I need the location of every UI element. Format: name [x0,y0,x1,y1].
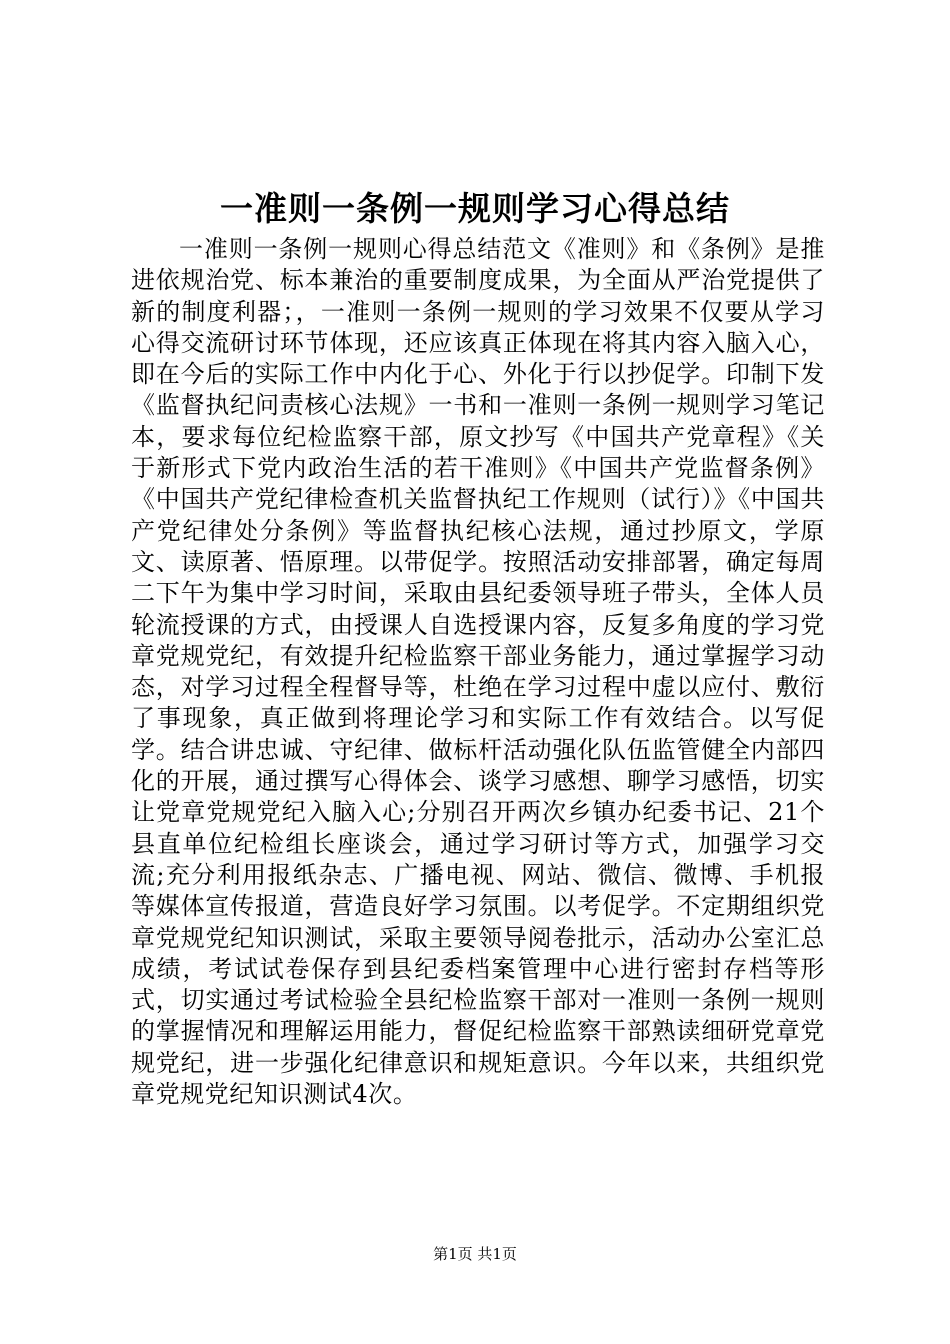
document-body-paragraph: 一准则一条例一规则心得总结范文《准则》和《条例》是推进依规治党、标本兼治的重要制度成果，为全面从严治党提供了新的制度利器；，一准则一条例一规则的学习效果不仅要从学习心得交流研讨环节体现，还应该真正体现在将其内容入脑入心，即在今后的实际工作中内化于心、外化于行以抄促学。印制下发《监督执纪问责核心法规》一书和一准则一条例一规则学习笔记本，要求每位纪检监察干部，原文抄写《中国共产党章程》《关于新形式下党内政治生活的若干准则》《中国共产党监督条例》《中国共产党纪律检查机关监督执纪工作规则（试行）》《中国共产党纪律处分条例》等监督执纪核心法规，通过抄原文，学原文、读原著、悟原理。以带促学。按照活动安排部署，确定每周二下午为集中学习时间，采取由县纪委领导班子带头，全体人员轮流授课的方式，由授课人自选授课内容，反复多角度的学习党章党规党纪，有效提升纪检监察干部业务能力，通过掌握学习动态，对学习过程全程督导等，杜绝在学习过程中虚以应付、敷衍了事现象，真正做到将理论学习和实际工作有效结合。以写促学。结合讲忠诚、守纪律、做标杆活动强化队伍监管健全内部四化的开展，通过撰写心得体会、谈学习感想、聊学习感悟，切实让党章党规党纪入脑入心;分别召开两次乡镇办纪委书记、21个县直单位纪检组长座谈会，通过学习研讨等方式，加强学习交流;充分利用报纸杂志、广播电视、网站、微信、微博、手机报等媒体宣传报道，营造良好学习氛围。以考促学。不定期组织党章党规党纪知识测试，采取主要领导阅卷批示，活动办公室汇总成绩，考试试卷保存到县纪委档案管理中心进行密封存档等形式，切实通过考试检验全县纪检监察干部对一准则一条例一规则的掌握情况和理解运用能力，督促纪检监察干部熟读细研党章党规党纪，进一步强化纪律意识和规矩意识。今年以来，共组织党章党规党纪知识测试4次。 [131,235,825,1109]
page-footer: 第1页 共1页 [433,1245,517,1263]
document-title: 一准则一条例一规则学习心得总结 [220,189,730,228]
